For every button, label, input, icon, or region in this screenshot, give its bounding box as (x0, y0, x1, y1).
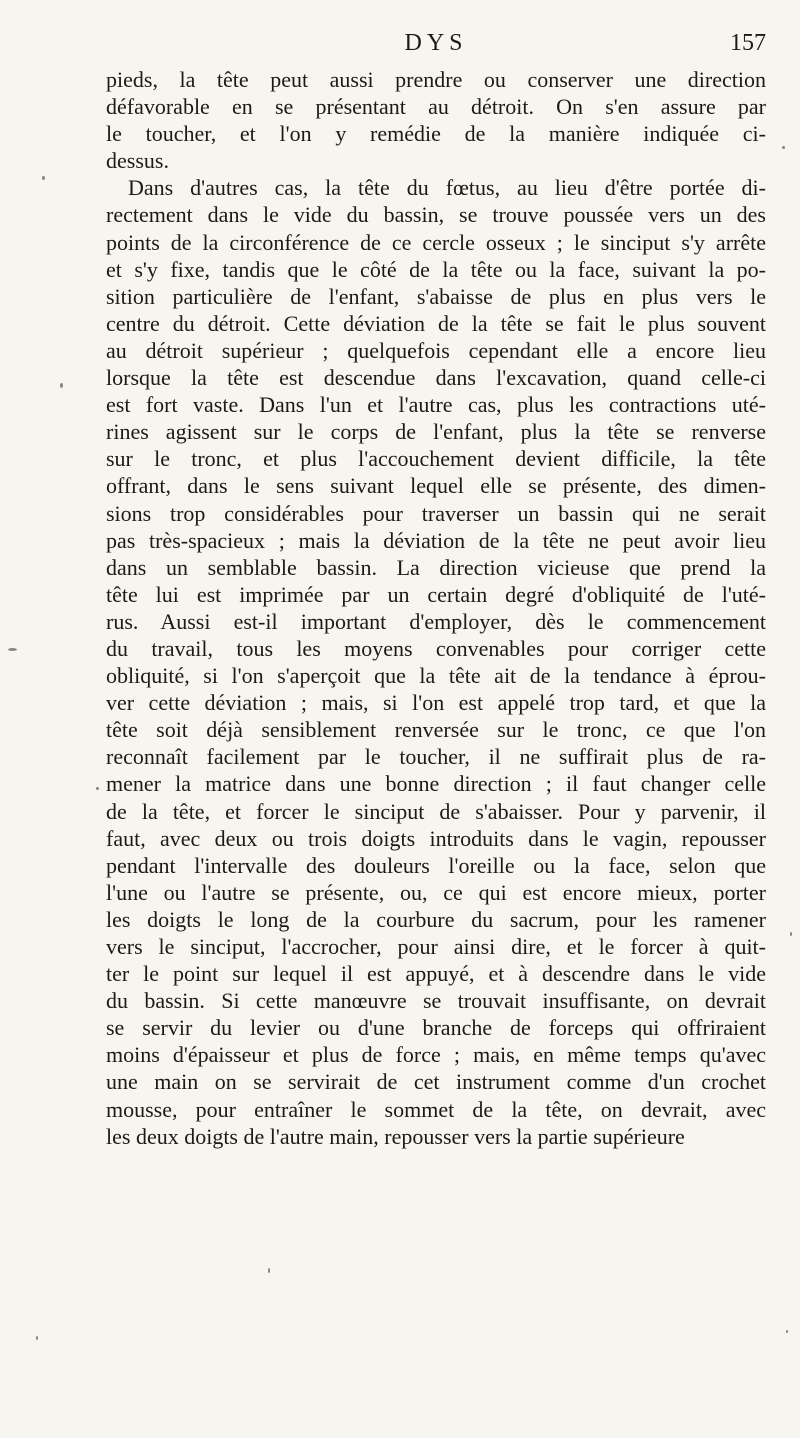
text-line: et s'y fixe, tandis que le côté de la tête ou la face, suivant la po- (106, 256, 766, 282)
text-line: points de la circonférence de ce cercle osseux ; le sinciput s'y arrête (106, 229, 766, 255)
paper-speck (36, 1336, 38, 1340)
text-line: reconnaît facilement par le toucher, il ne suffirait plus de ra- (106, 744, 766, 770)
text-line: pendant l'intervalle des douleurs l'oreille ou la face, selon que (106, 852, 766, 878)
text-line: sur le tronc, et plus l'accouchement devient difficile, la tête (106, 446, 766, 472)
text-line: Dans d'autres cas, la tête du fœtus, au lieu d'être portée di- (128, 175, 766, 201)
text-line: sition particulière de l'enfant, s'abaisse de plus en plus vers le (106, 283, 766, 309)
text-line: défavorable en se présentant au détroit. On s'en assure par (106, 94, 766, 120)
text-line: moins d'épaisseur et plus de force ; mais, en même temps qu'avec (106, 1042, 766, 1068)
text-line: de la tête, et forcer le sinciput de s'abaisser. Pour y parvenir, il (106, 798, 766, 824)
paper-speck (8, 648, 17, 651)
running-head (106, 30, 766, 64)
text-line: tête lui est imprimée par un certain degré d'obliquité de l'uté- (106, 581, 766, 607)
text-line: mener la matrice dans une bonne direction ; il faut changer celle (106, 771, 766, 797)
text-line: pas très-spacieux ; mais la déviation de la tête ne peut avoir lieu (106, 527, 766, 553)
text-line: dans un semblable bassin. La direction vicieuse que prend la (106, 554, 766, 580)
paper-speck (786, 1330, 788, 1333)
text-line: du bassin. Si cette manœuvre se trouvait insuffisante, on devrait (106, 988, 766, 1014)
text-line: se servir du levier ou d'une branche de forceps qui offriraient (106, 1015, 766, 1041)
text-line: obliquité, si l'on s'aperçoit que la tête ait de la tendance à éprou- (106, 663, 766, 689)
text-line: l'une ou l'autre se présente, ou, ce qui est encore mieux, porter (106, 879, 766, 905)
paper-speck (96, 787, 99, 790)
text-line: pieds, la tête peut aussi prendre ou conserver une direction (106, 67, 766, 92)
text-line: centre du détroit. Cette déviation de la tête se fait le plus souvent (106, 310, 766, 336)
text-line: rus. Aussi est-il important d'employer, dès le commencement (106, 608, 766, 634)
paper-speck (42, 176, 45, 180)
text-line: sions trop considérables pour traverser un bassin qui ne serait (106, 500, 766, 526)
paper-speck (60, 383, 63, 388)
body-text (106, 66, 766, 1150)
text-line: dessus. (106, 148, 169, 174)
paper-speck (782, 146, 785, 149)
paper-speck (268, 1268, 270, 1273)
text-line: une main on se servirait de cet instrument comme d'un crochet (106, 1069, 766, 1095)
text-line: ver cette déviation ; mais, si l'on est appelé trop tard, et que la (106, 690, 766, 716)
page-number: 157 (730, 30, 766, 56)
paper-speck (790, 932, 792, 936)
text-line: les deux doigts de l'autre main, repousser vers la partie supérieure (106, 1123, 685, 1149)
text-line: faut, avec deux ou trois doigts introduits dans le vagin, repousser (106, 825, 766, 851)
text-line: est fort vaste. Dans l'un et l'autre cas, plus les contractions uté- (106, 392, 766, 418)
text-line: offrant, dans le sens suivant lequel elle se présente, des dimen- (106, 473, 766, 499)
text-line: mousse, pour entraîner le sommet de la tête, on devrait, avec (106, 1096, 766, 1122)
text-line: rines agissent sur le corps de l'enfant, plus la tête se renverse (106, 419, 766, 445)
running-title: DYS (404, 30, 468, 56)
text-line: le toucher, et l'on y remédie de la manière indiquée ci- (106, 121, 766, 147)
text-line: ter le point sur lequel il est appuyé, et à descendre dans le vide (106, 961, 766, 987)
text-line: les doigts le long de la courbure du sacrum, pour les ramener (106, 906, 766, 932)
text-line: au détroit supérieur ; quelquefois cependant elle a encore lieu (106, 337, 766, 363)
text-line: du travail, tous les moyens convenables pour corriger cette (106, 635, 766, 661)
text-line: vers le sinciput, l'accrocher, pour ainsi dire, et le forcer à quit- (106, 934, 766, 959)
text-line: tête soit déjà sensiblement renversée sur le tronc, ce que l'on (106, 717, 766, 743)
text-line: rectement dans le vide du bassin, se trouve poussée vers un des (106, 202, 766, 228)
text-line: lorsque la tête est descendue dans l'excavation, quand celle-ci (106, 365, 766, 391)
